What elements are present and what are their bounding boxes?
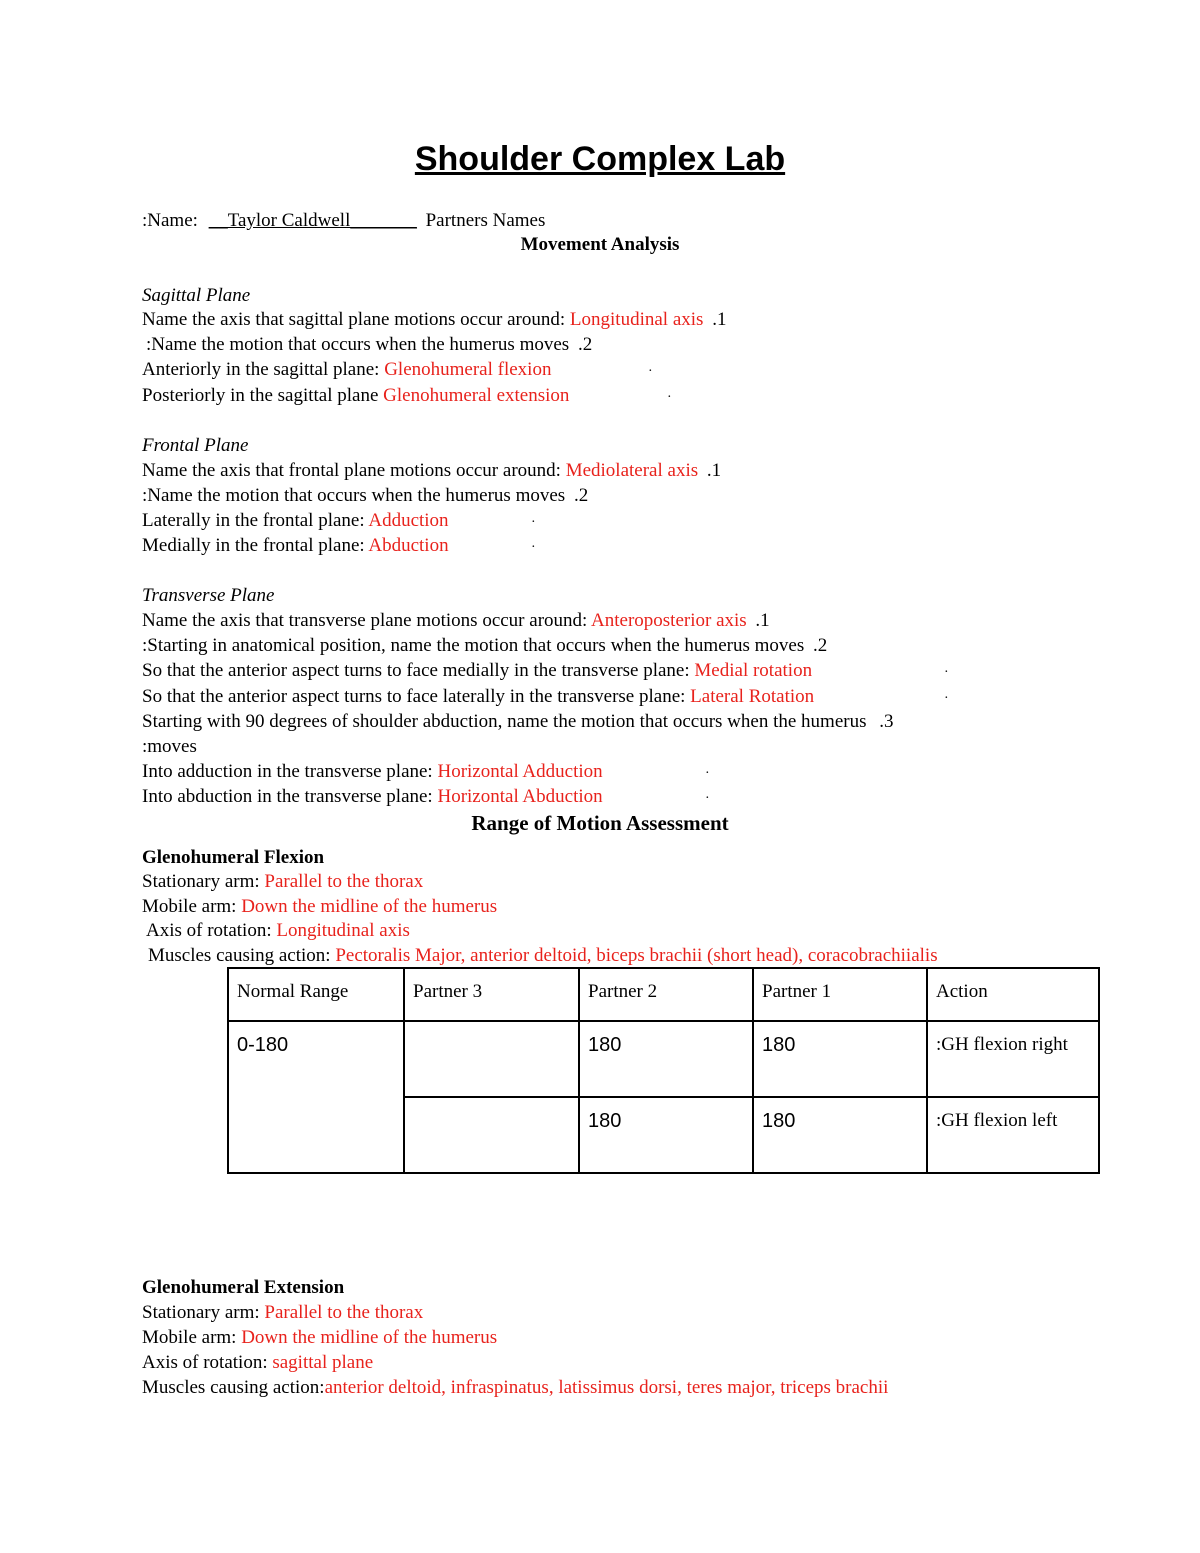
transverse-c bbox=[142, 760, 603, 784]
extension-axis-label: Axis of rotation: bbox=[142, 1352, 268, 1373]
frontal-a bbox=[142, 509, 449, 533]
flexion-mobile-value: Down the midline of the humerus bbox=[241, 896, 498, 917]
sagittal-heading: Sagittal Plane bbox=[142, 285, 251, 306]
sagittal-a-text: Anteriorly in the sagittal plane: bbox=[142, 359, 380, 380]
normal-range-cell: 0-180 bbox=[228, 1021, 404, 1173]
table-header-row bbox=[228, 968, 1099, 1021]
flexion-heading: Glenohumeral Flexion bbox=[142, 847, 325, 868]
name-value: __Taylor Caldwell_______ bbox=[208, 210, 417, 231]
transverse-q3-cont: :moves bbox=[142, 736, 197, 757]
frontal-q2-text: :Name the motion that occurs when the humerus moves bbox=[142, 485, 566, 506]
flexion-stationary-value: Parallel to the thorax bbox=[264, 871, 424, 892]
partners-label: Partners Names bbox=[425, 210, 546, 231]
flexion-muscles-value: Pectoralis Major, anterior deltoid, biceps brachii (short head), coracobrachiialis bbox=[335, 945, 938, 966]
sagittal-q1-answer: Longitudinal axis bbox=[569, 309, 704, 330]
sagittal-q1-text: Name the axis that sagittal plane motions occur around: bbox=[142, 309, 566, 330]
bullet: · bbox=[944, 691, 949, 706]
frontal-q1-text: Name the axis that frontal plane motions occur around: bbox=[142, 460, 561, 481]
page-title: Shoulder Complex Lab bbox=[414, 140, 786, 178]
frontal-heading: Frontal Plane bbox=[142, 435, 249, 456]
transverse-q1 bbox=[142, 609, 770, 633]
frontal-a-answer: Adduction bbox=[368, 510, 449, 531]
frontal-b bbox=[142, 534, 449, 558]
bullet: · bbox=[705, 766, 710, 781]
frontal-q2 bbox=[142, 484, 588, 508]
sagittal-b-text: Posteriorly in the sagittal plane bbox=[142, 385, 379, 406]
bullet: · bbox=[648, 364, 653, 379]
action-cell: :GH flexion left bbox=[927, 1097, 1099, 1173]
flexion-axis bbox=[146, 919, 410, 943]
sagittal-a bbox=[142, 358, 551, 382]
table-header: Normal Range bbox=[228, 968, 404, 1021]
bullet: · bbox=[667, 390, 672, 405]
sagittal-q1-num: .1 bbox=[712, 309, 727, 330]
sagittal-q2 bbox=[146, 333, 592, 357]
flexion-stationary bbox=[142, 870, 423, 894]
extension-stationary-label: Stationary arm: bbox=[142, 1302, 260, 1323]
transverse-a-answer: Medial rotation bbox=[694, 660, 813, 681]
flexion-mobile bbox=[142, 895, 497, 919]
extension-muscles-value: anterior deltoid, infraspinatus, latissimus dorsi, teres major, triceps brachii bbox=[324, 1377, 889, 1398]
extension-axis bbox=[142, 1351, 373, 1375]
transverse-q3-text: Starting with 90 degrees of shoulder abduction, name the motion that occurs when the humerus bbox=[142, 711, 867, 732]
name-label: :Name: bbox=[142, 210, 198, 231]
flexion-mobile-label: Mobile arm: bbox=[142, 896, 237, 917]
frontal-q1-answer: Mediolateral axis bbox=[565, 460, 699, 481]
transverse-heading: Transverse Plane bbox=[142, 585, 275, 606]
transverse-q1-answer: Anteroposterior axis bbox=[591, 610, 747, 631]
transverse-c-text: Into adduction in the transverse plane: bbox=[142, 761, 433, 782]
flexion-muscles-label: Muscles causing action: bbox=[148, 945, 331, 966]
table-header: Partner 1 bbox=[753, 968, 927, 1021]
extension-mobile bbox=[142, 1326, 497, 1350]
flexion-muscles bbox=[148, 944, 938, 968]
transverse-a bbox=[142, 659, 812, 683]
extension-muscles bbox=[142, 1376, 888, 1400]
transverse-a-text: So that the anterior aspect turns to face medially in the transverse plane: bbox=[142, 660, 690, 681]
partner2-cell[interactable]: 180 bbox=[579, 1097, 753, 1173]
movement-heading: Movement Analysis bbox=[520, 234, 680, 255]
flexion-axis-value: Longitudinal axis bbox=[276, 920, 410, 941]
bullet: · bbox=[944, 665, 949, 680]
extension-mobile-value: Down the midline of the humerus bbox=[241, 1327, 498, 1348]
frontal-b-text: Medially in the frontal plane: bbox=[142, 535, 365, 556]
frontal-b-answer: Abduction bbox=[368, 535, 449, 556]
table-header: Action bbox=[927, 968, 1099, 1021]
partner3-cell[interactable] bbox=[404, 1021, 579, 1097]
transverse-q2-text: :Starting in anatomical position, name the motion that occurs when the humerus moves bbox=[142, 635, 805, 656]
partner1-cell[interactable]: 180 bbox=[753, 1021, 927, 1097]
extension-axis-value: sagittal plane bbox=[272, 1352, 374, 1373]
action-cell: :GH flexion right bbox=[927, 1021, 1099, 1097]
transverse-q2 bbox=[142, 634, 827, 658]
rom-heading: Range of Motion Assessment bbox=[471, 811, 729, 835]
transverse-q3 bbox=[142, 710, 893, 734]
transverse-q2-num: .2 bbox=[812, 635, 828, 656]
table-header: Partner 2 bbox=[579, 968, 753, 1021]
bullet: · bbox=[531, 515, 536, 530]
bullet: · bbox=[705, 791, 710, 806]
transverse-q1-text: Name the axis that transverse plane motions occur around: bbox=[142, 610, 588, 631]
partner1-cell[interactable]: 180 bbox=[753, 1097, 927, 1173]
frontal-a-text: Laterally in the frontal plane: bbox=[142, 510, 365, 531]
extension-muscles-label: Muscles causing action: bbox=[142, 1377, 325, 1398]
sagittal-b bbox=[142, 384, 569, 408]
rom-table bbox=[227, 967, 1100, 1174]
sagittal-q2-num: .2 bbox=[577, 334, 593, 355]
partner3-cell[interactable] bbox=[404, 1097, 579, 1173]
extension-heading: Glenohumeral Extension bbox=[142, 1277, 345, 1298]
table-row bbox=[228, 1021, 1099, 1097]
frontal-q1 bbox=[142, 459, 721, 483]
transverse-b bbox=[142, 685, 814, 709]
sagittal-b-answer: Glenohumeral extension bbox=[383, 385, 570, 406]
transverse-q1-num: .1 bbox=[755, 610, 770, 631]
table-header: Partner 3 bbox=[404, 968, 579, 1021]
transverse-b-answer: Lateral Rotation bbox=[690, 686, 815, 707]
transverse-d-answer: Horizontal Abduction bbox=[437, 786, 603, 807]
partner2-cell[interactable]: 180 bbox=[579, 1021, 753, 1097]
extension-stationary bbox=[142, 1301, 423, 1325]
bullet: · bbox=[531, 540, 536, 555]
transverse-d-text: Into abduction in the transverse plane: bbox=[142, 786, 433, 807]
extension-mobile-label: Mobile arm: bbox=[142, 1327, 237, 1348]
frontal-q1-num: .1 bbox=[706, 460, 722, 481]
sagittal-a-answer: Glenohumeral flexion bbox=[384, 359, 552, 380]
sagittal-q2-text: :Name the motion that occurs when the humerus moves bbox=[146, 334, 570, 355]
extension-stationary-value: Parallel to the thorax bbox=[264, 1302, 424, 1323]
transverse-q3-num: .3 bbox=[879, 711, 894, 732]
transverse-d bbox=[142, 785, 603, 809]
transverse-c-answer: Horizontal Adduction bbox=[437, 761, 603, 782]
flexion-axis-label: Axis of rotation: bbox=[146, 920, 272, 941]
frontal-q2-num: .2 bbox=[573, 485, 589, 506]
transverse-b-text: So that the anterior aspect turns to face laterally in the transverse plane: bbox=[142, 686, 686, 707]
flexion-stationary-label: Stationary arm: bbox=[142, 871, 260, 892]
name-line bbox=[142, 209, 545, 233]
sagittal-q1 bbox=[142, 308, 726, 332]
